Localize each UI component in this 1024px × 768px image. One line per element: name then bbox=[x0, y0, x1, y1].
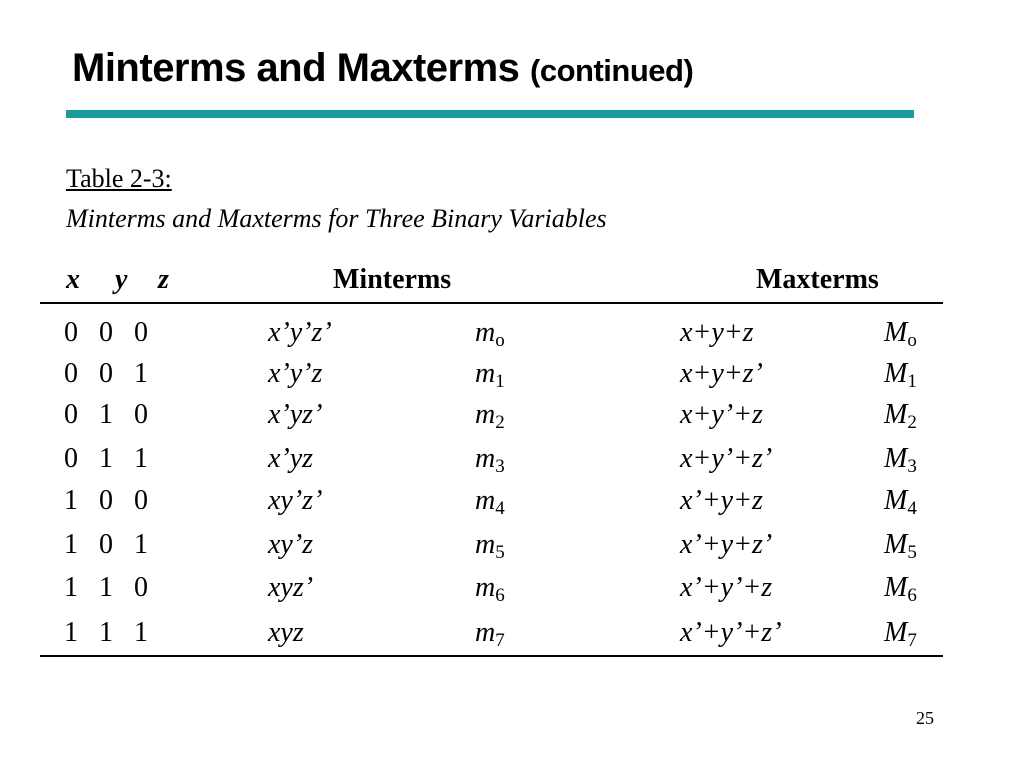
maxterm-name bbox=[884, 528, 917, 562]
maxterm-expression: x+y+z bbox=[680, 317, 754, 348]
row-bits: 0 0 0 bbox=[64, 317, 148, 348]
minterm-name bbox=[475, 571, 505, 605]
maxterm-name-letter: M bbox=[884, 485, 908, 516]
maxterm-name-index: o bbox=[907, 330, 917, 351]
minterm-name-index: 4 bbox=[495, 498, 505, 519]
minterm-name-index: 7 bbox=[495, 630, 505, 651]
table-row bbox=[0, 398, 1024, 438]
maxterm-expression: x+y’+z bbox=[680, 399, 763, 430]
maxterm-name bbox=[884, 484, 917, 518]
minterm-expression: xy’z’ bbox=[268, 485, 323, 516]
minterm-name bbox=[475, 398, 505, 432]
maxterm-name bbox=[884, 316, 917, 350]
maxterm-name-index: 2 bbox=[907, 412, 917, 433]
maxterm-expression: x+y+z’ bbox=[680, 358, 763, 389]
table-bottom-rule bbox=[40, 655, 943, 657]
maxterm-expression: x’+y+z’ bbox=[680, 529, 773, 560]
minterm-expression: x’yz’ bbox=[268, 399, 323, 430]
minterm-expression: x’yz bbox=[268, 443, 314, 474]
minterm-name-index: 2 bbox=[495, 412, 505, 433]
row-bits: 1 0 0 bbox=[64, 485, 148, 516]
slide-title-main: Minterms and Maxterms bbox=[72, 46, 520, 90]
slide-title bbox=[72, 46, 693, 91]
table-row bbox=[0, 316, 1024, 356]
header-z: z bbox=[158, 264, 169, 295]
minterm-name bbox=[475, 442, 505, 476]
minterm-expression: xy’z bbox=[268, 529, 314, 560]
table-row bbox=[0, 616, 1024, 656]
minterm-name bbox=[475, 316, 505, 350]
header-maxterms: Maxterms bbox=[756, 264, 879, 295]
row-bits: 1 0 1 bbox=[64, 529, 148, 560]
row-bits: 1 1 1 bbox=[64, 617, 148, 648]
table-row bbox=[0, 357, 1024, 397]
minterm-name-letter: m bbox=[475, 399, 496, 430]
table-row bbox=[0, 442, 1024, 482]
maxterm-name-index: 1 bbox=[907, 371, 917, 392]
minterm-name-letter: m bbox=[475, 529, 496, 560]
row-bits: 0 0 1 bbox=[64, 358, 148, 389]
maxterm-name-index: 4 bbox=[907, 498, 917, 519]
maxterm-expression: x’+y’+z bbox=[680, 572, 773, 603]
minterm-name bbox=[475, 484, 505, 518]
maxterm-name-index: 3 bbox=[907, 456, 917, 477]
minterm-name-letter: m bbox=[475, 617, 496, 648]
row-bits: 0 1 0 bbox=[64, 399, 148, 430]
maxterm-name-letter: M bbox=[884, 529, 908, 560]
page-number: 25 bbox=[916, 708, 934, 728]
maxterm-name-index: 7 bbox=[907, 630, 917, 651]
title-divider bbox=[66, 110, 914, 118]
maxterm-expression: x+y’+z’ bbox=[680, 443, 773, 474]
maxterm-name-index: 6 bbox=[907, 585, 917, 606]
maxterm-name bbox=[884, 357, 917, 391]
row-bits: 0 1 1 bbox=[64, 443, 148, 474]
minterm-name-index: 6 bbox=[495, 585, 505, 606]
maxterm-expression: x’+y’+z’ bbox=[680, 617, 782, 648]
header-y: y bbox=[115, 264, 128, 295]
minterm-name-index: 5 bbox=[495, 542, 505, 563]
maxterm-expression: x’+y+z bbox=[680, 485, 763, 516]
table-caption-text: Minterms and Maxterms for Three Binary Variables bbox=[66, 204, 607, 233]
row-bits: 1 1 0 bbox=[64, 572, 148, 603]
minterm-name-index: 3 bbox=[495, 456, 505, 477]
minterm-name-letter: m bbox=[475, 443, 496, 474]
minterm-name-index: o bbox=[495, 330, 505, 351]
maxterm-name bbox=[884, 616, 917, 650]
header-x: x bbox=[66, 264, 80, 295]
minterm-expression: xyz’ bbox=[268, 572, 314, 603]
minterm-name-index: 1 bbox=[495, 371, 505, 392]
minterm-name-letter: m bbox=[475, 572, 496, 603]
minterm-expression: x’y’z’ bbox=[268, 317, 332, 348]
maxterm-name-letter: M bbox=[884, 399, 908, 430]
minterm-name-letter: m bbox=[475, 317, 496, 348]
maxterm-name-letter: M bbox=[884, 358, 908, 389]
maxterm-name-letter: M bbox=[884, 443, 908, 474]
table-caption-label: Table 2-3: bbox=[66, 164, 172, 193]
maxterm-name-letter: M bbox=[884, 617, 908, 648]
maxterm-name-letter: M bbox=[884, 572, 908, 603]
minterm-name-letter: m bbox=[475, 485, 496, 516]
slide-title-sub: (continued) bbox=[530, 53, 694, 88]
header-minterms: Minterms bbox=[333, 264, 452, 295]
maxterm-name-index: 5 bbox=[907, 542, 917, 563]
minterm-name bbox=[475, 616, 505, 650]
minterm-expression: xyz bbox=[268, 617, 304, 648]
maxterm-name bbox=[884, 442, 917, 476]
table-row bbox=[0, 484, 1024, 524]
maxterm-name-letter: M bbox=[884, 317, 908, 348]
maxterm-name bbox=[884, 398, 917, 432]
table-top-rule bbox=[40, 302, 943, 304]
maxterm-name bbox=[884, 571, 917, 605]
minterm-name-letter: m bbox=[475, 358, 496, 389]
table-row bbox=[0, 528, 1024, 568]
table-row bbox=[0, 571, 1024, 611]
minterm-name bbox=[475, 528, 505, 562]
minterm-expression: x’y’z bbox=[268, 358, 323, 389]
minterm-name bbox=[475, 357, 505, 391]
